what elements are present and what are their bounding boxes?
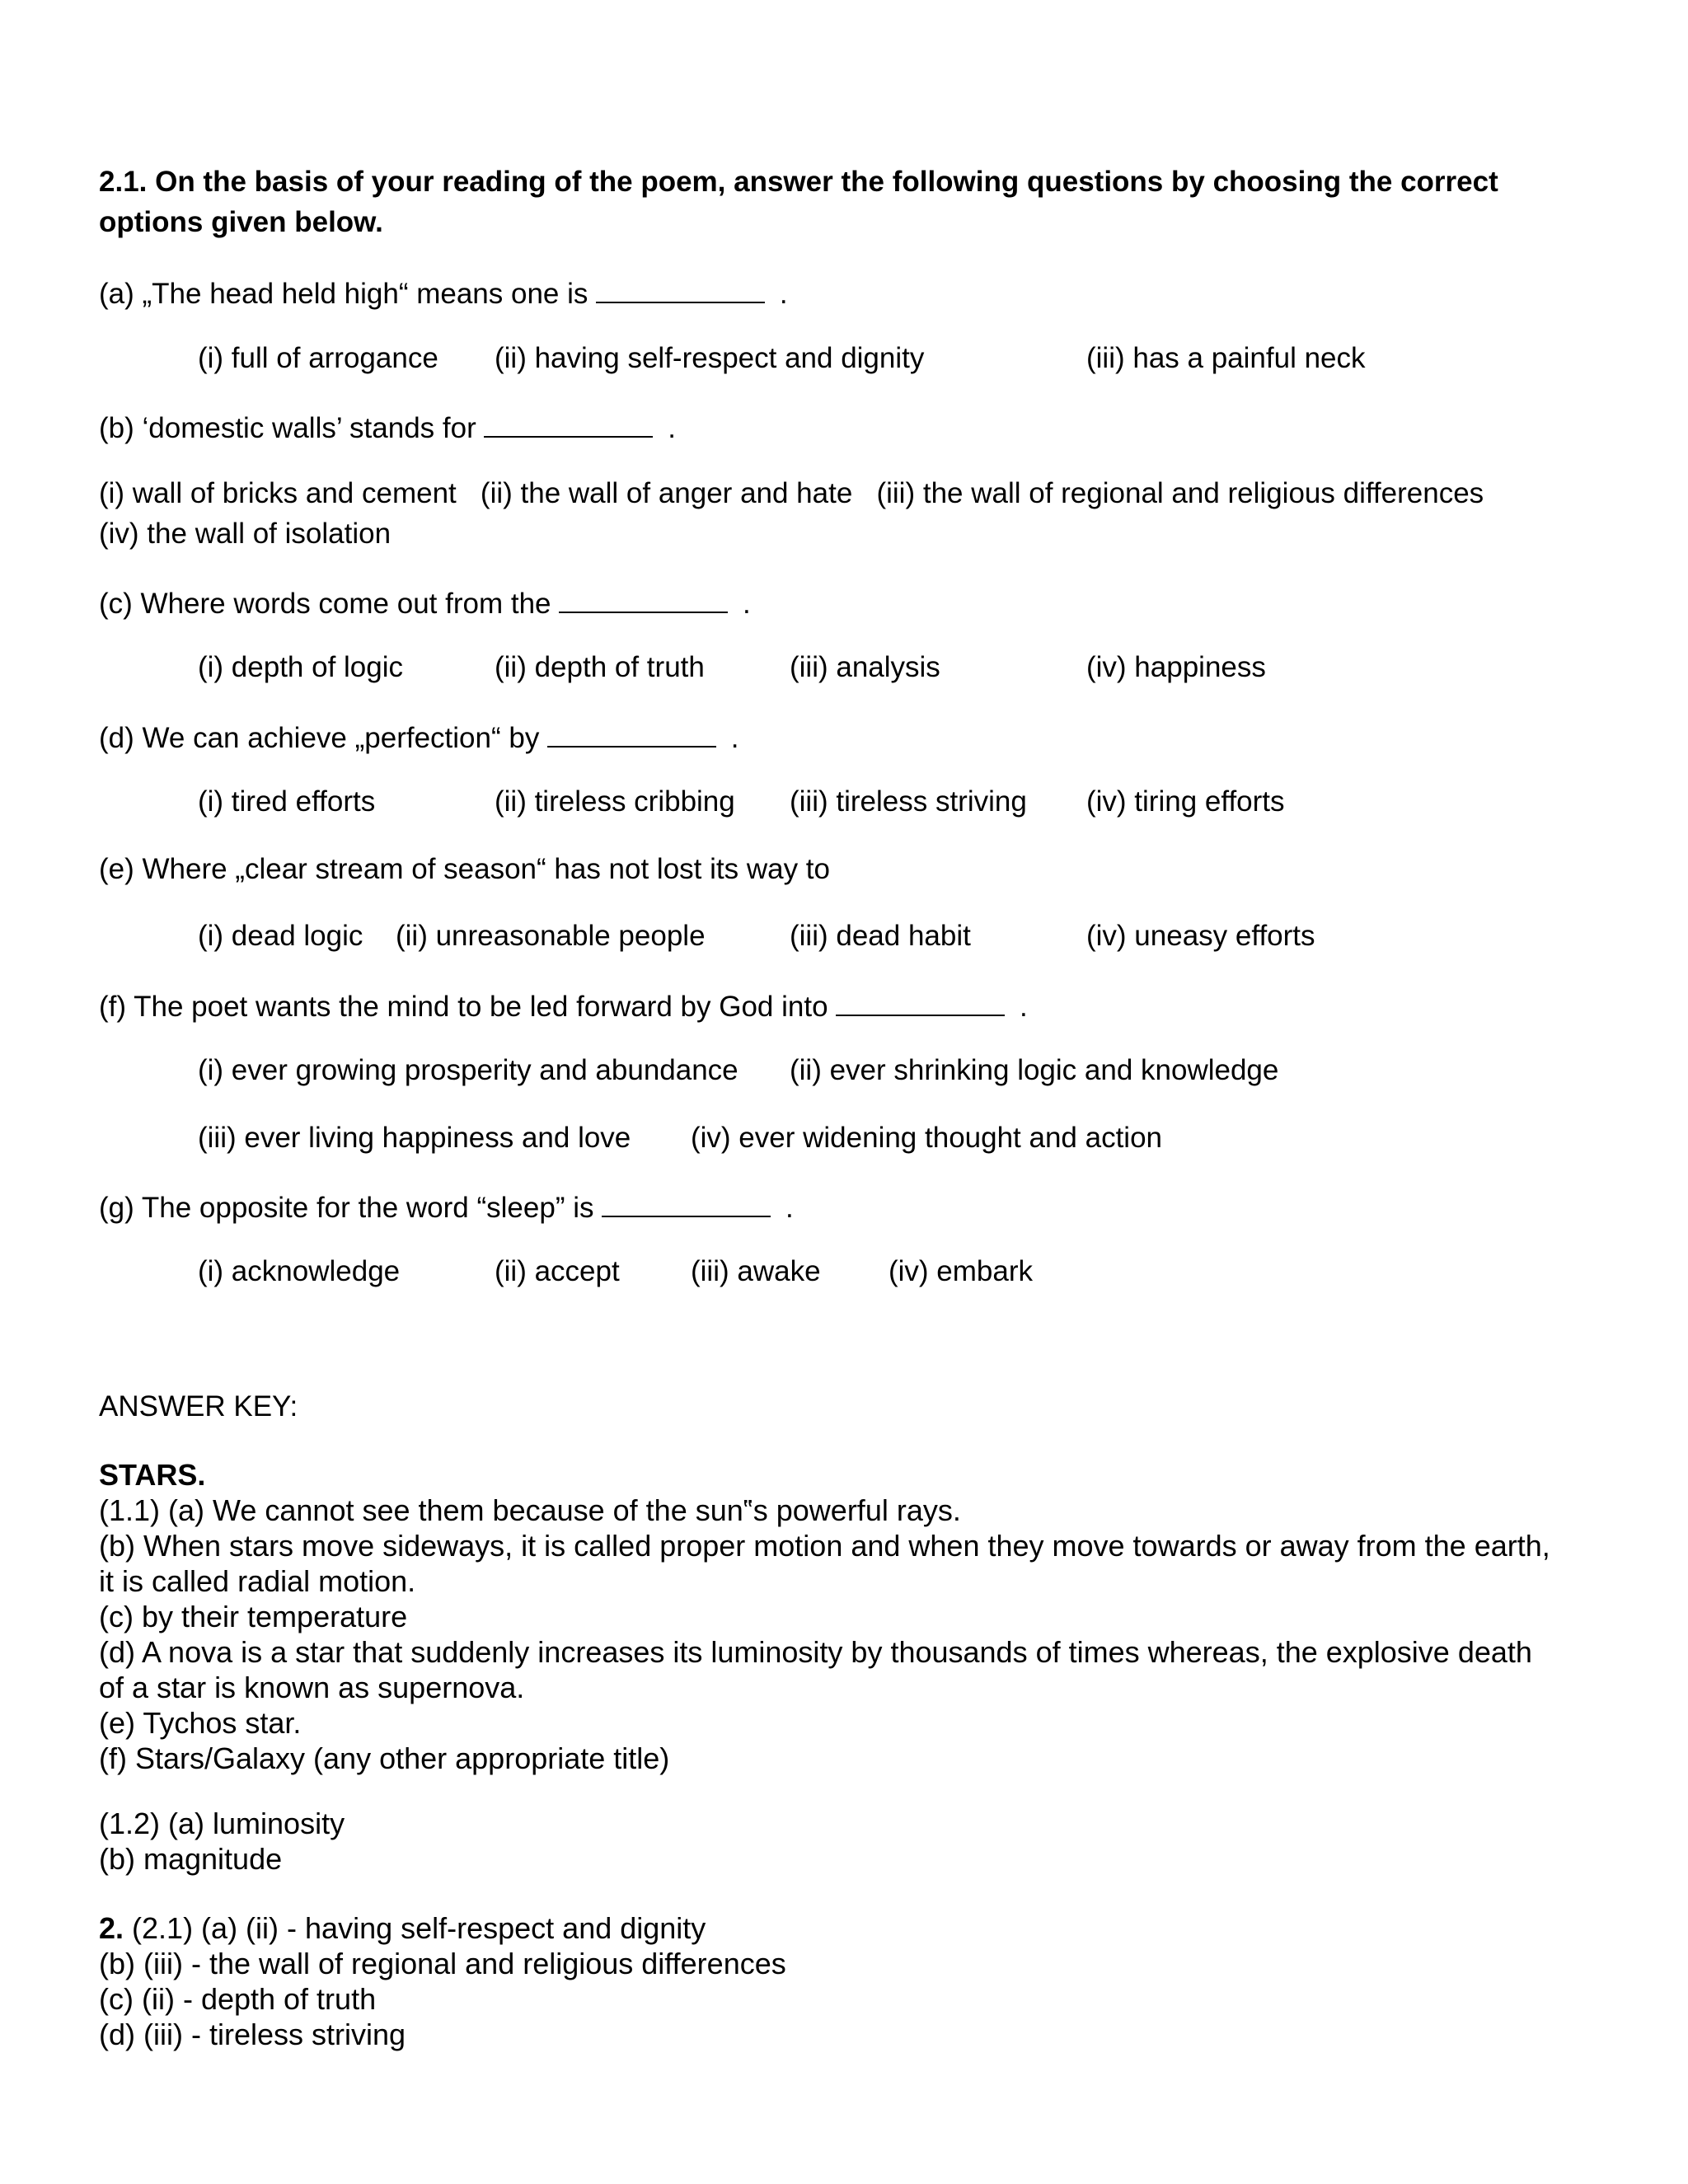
question-f bbox=[99, 987, 1028, 1024]
stars-12-line: (1.2) (a) luminosity bbox=[99, 1807, 345, 1840]
option-d-i: (i) tired efforts bbox=[198, 785, 376, 818]
q2-answer-first-line bbox=[99, 1910, 786, 1946]
stars-answer-line: (b) When stars move sideways, it is called proper motion and when they move towards or away from the earth, bbox=[99, 1529, 1550, 1563]
answer-blank bbox=[596, 274, 765, 303]
stars-answer-line: (e) Tychos star. bbox=[99, 1706, 302, 1740]
question-a-stem: (a) „The head held high“ means one is bbox=[99, 278, 588, 310]
option-f-iii: (iii) ever living happiness and love bbox=[198, 1122, 631, 1154]
question-g-stem: (g) The opposite for the word “sleep” is bbox=[99, 1192, 594, 1224]
option-c-i: (i) depth of logic bbox=[198, 651, 404, 683]
answer-key-question-2 bbox=[99, 1910, 786, 2052]
question-d bbox=[99, 718, 739, 756]
question-g bbox=[99, 1188, 794, 1226]
option-e-ii: (ii) unreasonable people bbox=[396, 920, 706, 952]
stars-answer-line: it is called radial motion. bbox=[99, 1564, 416, 1598]
q2-first-answer: (2.1) (a) (ii) - having self-respect and dignity bbox=[124, 1911, 706, 1945]
stars-answer-line: of a star is known as supernova. bbox=[99, 1671, 525, 1704]
section-heading-line-2: options given below. bbox=[99, 206, 383, 238]
stars-title: STARS. bbox=[99, 1458, 206, 1492]
option-e-iv: (iv) uneasy efforts bbox=[1086, 920, 1315, 952]
option-e-i: (i) dead logic bbox=[198, 920, 363, 952]
option-g-ii: (ii) accept bbox=[495, 1255, 620, 1287]
answer-key-stars-1-2 bbox=[99, 1806, 345, 1877]
option-d-iii: (iii) tireless striving bbox=[790, 785, 1027, 818]
answer-key-stars bbox=[99, 1457, 1550, 1776]
question-d-stem: (d) We can achieve „perfection“ by bbox=[99, 722, 540, 754]
section-heading-line-1: 2.1. On the basis of your reading of the poem, answer the following questions by choosing the correct bbox=[99, 166, 1498, 198]
answer-blank bbox=[559, 583, 728, 613]
q2-answer-line: (c) (ii) - depth of truth bbox=[99, 1982, 377, 2016]
options-b-line-2: (iv) the wall of isolation bbox=[99, 518, 392, 550]
answer-key-heading: ANSWER KEY: bbox=[99, 1390, 298, 1422]
question-f-stem: (f) The poet wants the mind to be led forward by God into bbox=[99, 991, 828, 1023]
stars-answer-line: (f) Stars/Galaxy (any other appropriate title) bbox=[99, 1741, 670, 1775]
stars-12-line: (b) magnitude bbox=[99, 1842, 283, 1876]
option-e-iii: (iii) dead habit bbox=[790, 920, 971, 952]
q2-answer-line: (b) (iii) - the wall of regional and religious differences bbox=[99, 1947, 786, 1980]
question-a-tail: . bbox=[779, 278, 788, 310]
option-d-ii: (ii) tireless cribbing bbox=[495, 785, 735, 818]
question-e-stem: (e) Where „clear stream of season“ has not lost its way to bbox=[99, 853, 830, 885]
stars-answer-line: (d) A nova is a star that suddenly increases its luminosity by thousands of times whereas, the explosive death bbox=[99, 1635, 1532, 1669]
question-b bbox=[99, 408, 676, 446]
option-f-iv: (iv) ever widening thought and action bbox=[691, 1122, 1163, 1154]
answer-blank bbox=[484, 408, 653, 438]
options-b-line-1: (i) wall of bricks and cement (ii) the wall of anger and hate (iii) the wall of regional and religious differences bbox=[99, 477, 1484, 509]
option-f-ii: (ii) ever shrinking logic and knowledge bbox=[790, 1054, 1279, 1086]
option-f-i: (i) ever growing prosperity and abundance bbox=[198, 1054, 738, 1086]
answer-blank bbox=[836, 987, 1005, 1016]
question-b-tail: . bbox=[668, 412, 676, 444]
question-c-stem: (c) Where words come out from the bbox=[99, 588, 551, 620]
question-a bbox=[99, 274, 788, 312]
q2-answer-line: (d) (iii) - tireless striving bbox=[99, 2018, 406, 2051]
option-a-i: (i) full of arrogance bbox=[198, 342, 438, 374]
stars-answer-line: (1.1) (a) We cannot see them because of the sun‟s powerful rays. bbox=[99, 1493, 961, 1527]
answer-blank bbox=[602, 1188, 771, 1217]
option-g-i: (i) acknowledge bbox=[198, 1255, 401, 1287]
option-a-ii: (ii) having self-respect and dignity bbox=[495, 342, 925, 374]
option-c-iv: (iv) happiness bbox=[1086, 651, 1266, 683]
stars-answer-line: (c) by their temperature bbox=[99, 1600, 408, 1633]
answer-blank bbox=[547, 718, 716, 748]
question-d-tail: . bbox=[730, 722, 739, 754]
question-f-tail: . bbox=[1020, 991, 1028, 1023]
option-g-iii: (iii) awake bbox=[691, 1255, 821, 1287]
option-a-iii: (iii) has a painful neck bbox=[1086, 342, 1366, 374]
question-g-tail: . bbox=[785, 1192, 794, 1224]
question-c-tail: . bbox=[742, 588, 751, 620]
option-g-iv: (iv) embark bbox=[889, 1255, 1034, 1287]
question-b-stem: (b) ‘domestic walls’ stands for bbox=[99, 412, 476, 444]
option-d-iv: (iv) tiring efforts bbox=[1086, 785, 1285, 818]
option-c-ii: (ii) depth of truth bbox=[495, 651, 705, 683]
option-c-iii: (iii) analysis bbox=[790, 651, 940, 683]
question-c bbox=[99, 583, 751, 621]
q2-number: 2. bbox=[99, 1911, 124, 1945]
